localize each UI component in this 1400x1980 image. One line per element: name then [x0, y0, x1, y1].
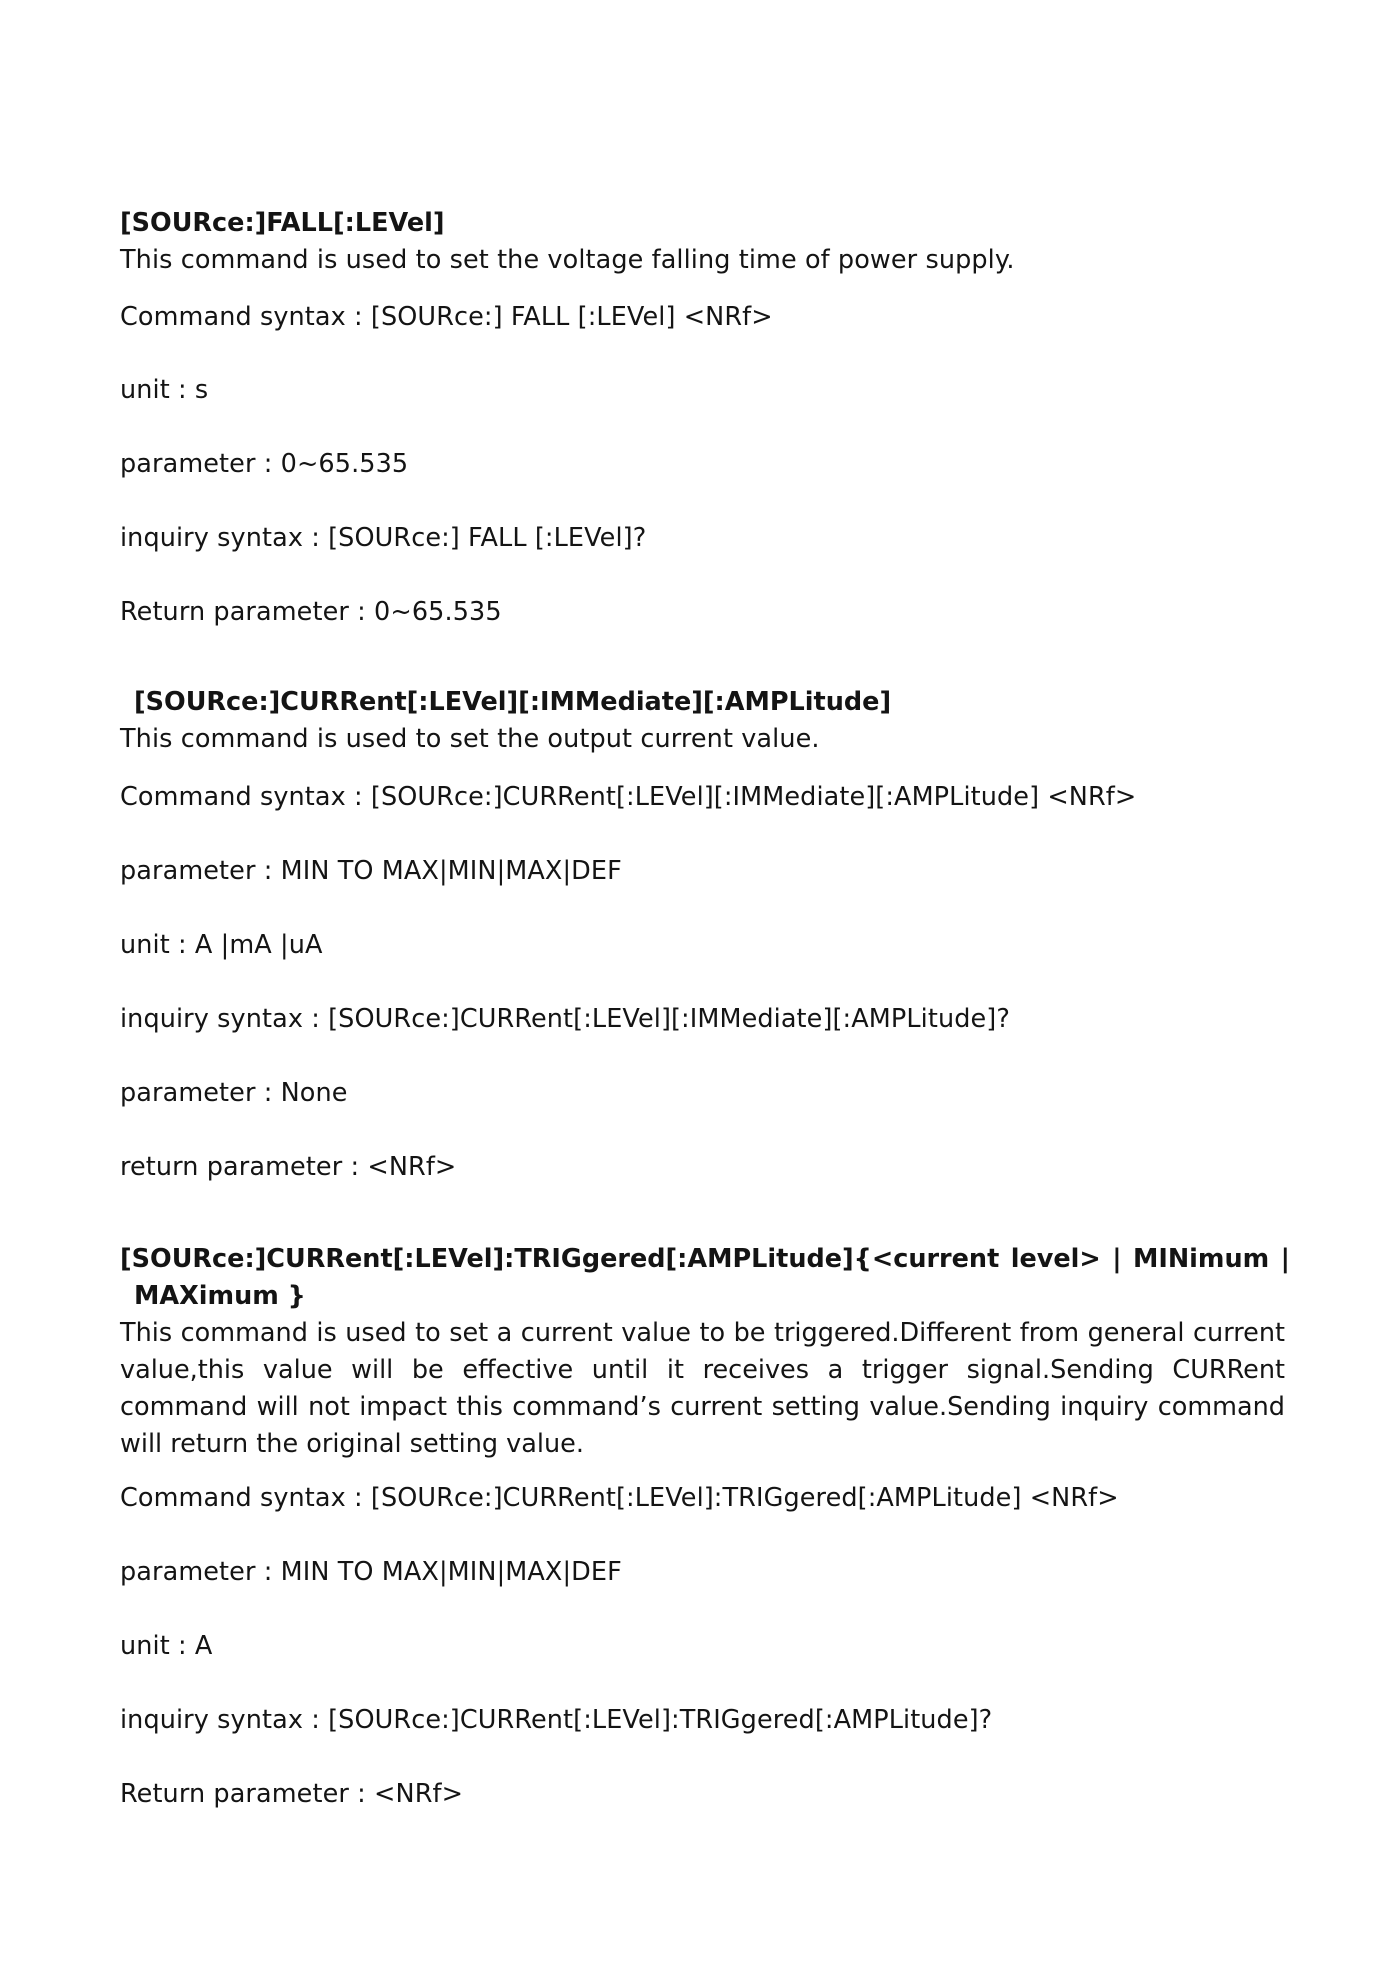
heading-line-1	[120, 1241, 1290, 1278]
section-heading-current-level: [SOURce:]CURRent[:LEVel][:IMMediate][:AMPLitude]	[134, 687, 892, 717]
unit-line: unit : A |mA |uA	[120, 930, 323, 960]
unit-line: unit : A	[120, 1631, 213, 1661]
command-syntax-line: Command syntax : [SOURce:]CURRent[:LEVel][:IMMediate][:AMPLitude] <NRf>	[120, 782, 1137, 812]
heading-part: |	[1280, 1244, 1290, 1274]
heading-part: |	[1112, 1244, 1122, 1274]
unit-line: unit : s	[120, 375, 209, 405]
command-syntax-line: Command syntax : [SOURce:]CURRent[:LEVel]:TRIGgered[:AMPLitude] <NRf>	[120, 1483, 1119, 1513]
parameter-line: parameter : None	[120, 1078, 348, 1108]
return-parameter-line: Return parameter : <NRf>	[120, 1779, 464, 1809]
heading-part: MINimum	[1132, 1244, 1270, 1274]
inquiry-syntax-line: inquiry syntax : [SOURce:]CURRent[:LEVel][:IMMediate][:AMPLitude]?	[120, 1004, 1010, 1034]
section-description: This command is used to set the output current value.	[120, 724, 820, 754]
parameter-line: parameter : MIN TO MAX|MIN|MAX|DEF	[120, 856, 622, 886]
section-description: This command is used to set the voltage falling time of power supply.	[120, 245, 1015, 275]
section-heading-fall-level: [SOURce:]FALL[:LEVel]	[120, 208, 445, 238]
heading-line-2: MAXimum }	[134, 1281, 306, 1311]
section-description: This command is used to set a current value to be triggered.Different from general current value,this value will be effective until it receives a trigger signal.Sending CURRent command will not impact this command’s current setting value.Sending inquiry command will return the original setting value.	[120, 1318, 1285, 1459]
command-syntax-line: Command syntax : [SOURce:] FALL [:LEVel] <NRf>	[120, 302, 773, 332]
parameter-line: parameter : 0~65.535	[120, 449, 409, 479]
inquiry-syntax-line: inquiry syntax : [SOURce:] FALL [:LEVel]?	[120, 523, 647, 553]
parameter-line: parameter : MIN TO MAX|MIN|MAX|DEF	[120, 1557, 622, 1587]
heading-part: [SOURce:]CURRent[:LEVel]:TRIGgered[:AMPLitude]{<current	[120, 1244, 1000, 1274]
inquiry-syntax-line: inquiry syntax : [SOURce:]CURRent[:LEVel]:TRIGgered[:AMPLitude]?	[120, 1705, 993, 1735]
heading-part: level>	[1010, 1244, 1101, 1274]
return-parameter-line: return parameter : <NRf>	[120, 1152, 457, 1182]
return-parameter-line: Return parameter : 0~65.535	[120, 597, 502, 627]
section-heading-current-triggered	[120, 1241, 1290, 1315]
